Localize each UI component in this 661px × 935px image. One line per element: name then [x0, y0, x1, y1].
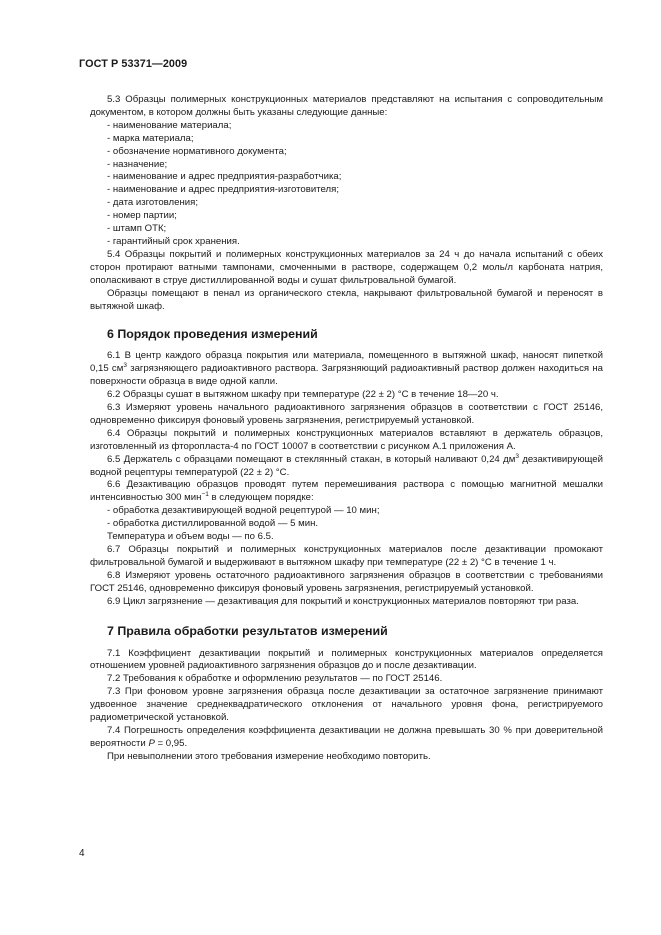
paragraph-7-4: [90, 725, 603, 751]
page-content: [90, 94, 603, 764]
page-number: 4: [79, 848, 85, 859]
text-span: = 0,95.: [154, 737, 188, 749]
paragraph-7-2: 7.2 Требования к обработке и оформлению результатов — по ГОСТ 25146.: [107, 673, 443, 685]
paragraph-6-1: [90, 350, 603, 389]
superscript: −1: [201, 491, 209, 499]
text-span: загрязняющего радиоактивного раствора. Загрязняющий радиоактивный раствор должен находиться на поверхности образца в виде одной капли.: [90, 363, 603, 388]
list-item: - обработка дезактивирующей водной рецептурой — 10 мин;: [107, 505, 380, 517]
superscript: 3: [515, 452, 519, 460]
list-item: - дата изготовления;: [107, 197, 198, 209]
paragraph-6-6-temperature: Температура и объем воды — по 6.5.: [107, 531, 274, 543]
paragraph-5-3: 5.3 Образцы полимерных конструкционных материалов представляют на испытания с сопроводительным документом, в котором должны быть указаны следующие данные:: [90, 94, 603, 118]
list-item: - наименование материала;: [107, 119, 232, 131]
paragraph-7-4-continued: При невыполнении этого требования измерение необходимо повторить.: [107, 750, 431, 762]
list-item: - марка материала;: [107, 132, 194, 144]
paragraph-6-8: 6.8 Измеряют уровень остаточного радиоактивного загрязнения образцов в соответствии с требованиями ГОСТ 25146, одновременно фиксируя фоновый уровень загрязнения, регистрируемый установкой.: [90, 569, 603, 594]
list-item: - назначение;: [107, 158, 168, 170]
italic-variable: Р: [148, 737, 155, 749]
paragraph-6-2: 6.2 Образцы сушат в вытяжном шкафу при температуре (22 ± 2) °С в течение 18—20 ч.: [107, 389, 499, 401]
superscript: 3: [123, 362, 127, 370]
text-span: 6.6 Дезактивацию образцов проводят путем перемешивания раствора с помощью магнитной мешалки интенсивностью 300 мин: [90, 479, 603, 504]
paragraph-6-3: 6.3 Измеряют уровень начального радиоактивного загрязнения образцов в соответствии с ГОСТ 25146, одновременно фиксируя фоновый уровень загрязнения, регистрируемый установкой.: [90, 402, 603, 426]
text-span: 6.5 Держатель с образцами помещают в стеклянный стакан, в который наливают 0,24 дм: [107, 453, 516, 465]
text-span: в следующем порядке:: [208, 492, 314, 504]
list-item: - номер партии;: [107, 210, 177, 222]
document-header: ГОСТ Р 53371—2009: [79, 58, 188, 70]
paragraph-7-1: 7.1 Коэффициент дезактивации покрытий и полимерных конструкционных материалов определяется отношением уровней радиоактивного загрязнения образцов до и после дезактивации.: [90, 647, 603, 672]
paragraph-6-9: 6.9 Цикл загрязнение — дезактивация для покрытий и конструкционных материалов повторяют три раза.: [107, 595, 579, 607]
paragraph-6-7: 6.7 Образцы покрытий и полимерных конструкционных материалов после дезактивации промокают фильтровальной бумагой и выдерживают в вытяжном шкафу при температуре (22 ± 2) °С в течение 1 ч.: [90, 544, 603, 568]
list-item: - наименование и адрес предприятия-изготовителя;: [107, 184, 339, 196]
text-span: 7.4 Погрешность определения коэффициента дезактивации не должна превышать 30 % при доверительной вероятности: [90, 724, 603, 749]
paragraph-5-4-continued: Образцы помещают в пенал из органического стекла, накрывают фильтровальной бумагой и переносят в вытяжной шкаф.: [90, 287, 603, 312]
list-item: - гарантийный срок хранения.: [107, 235, 240, 247]
list-item: - обозначение нормативного документа;: [107, 145, 287, 157]
text-span: дезактивирующей водной рецептуры температурой (22 ± 2) °С.: [90, 453, 603, 478]
list-item: - наименование и адрес предприятия-разработчика;: [107, 171, 342, 183]
paragraph-6-5: [90, 454, 603, 480]
paragraph-7-3: 7.3 При фоновом уровне загрязнения образца после дезактивации за остаточное загрязнение принимают удвоенное значение среднеквадратического отклонения от начального уровня фона, регистрируемого радиометрической установкой.: [90, 686, 603, 724]
section-6-title: 6 Порядок проведения измерений: [107, 327, 318, 342]
paragraph-6-6: [90, 479, 603, 505]
list-item: - обработка дистиллированной водой — 5 мин.: [107, 518, 319, 530]
section-7-title: 7 Правила обработки результатов измерений: [107, 623, 388, 638]
paragraph-6-4: 6.4 Образцы покрытий и полимерных конструкционных материалов вставляют в держатель образцов, изготовленный из фторопласта-4 по ГОСТ 10007 в соответствии с рисунком А.1 приложения А.: [90, 427, 603, 452]
text-span: 6.1 В центр каждого образца покрытия или материала, помещенного в вытяжной шкаф, наносят пипеткой 0,15 см: [90, 350, 603, 375]
paragraph-5-4: 5.4 Образцы покрытий и полимерных конструкционных материалов за 24 ч до начала испытаний с обеих сторон протирают ватными тампонами, смоченными в растворе, содержащем 0,2 моль/л карбоната натрия, ополаскивают в струе дистиллированной воды и сушат фильтровальной бумагой.: [90, 248, 603, 286]
list-item: - штамп ОТК;: [107, 223, 167, 235]
